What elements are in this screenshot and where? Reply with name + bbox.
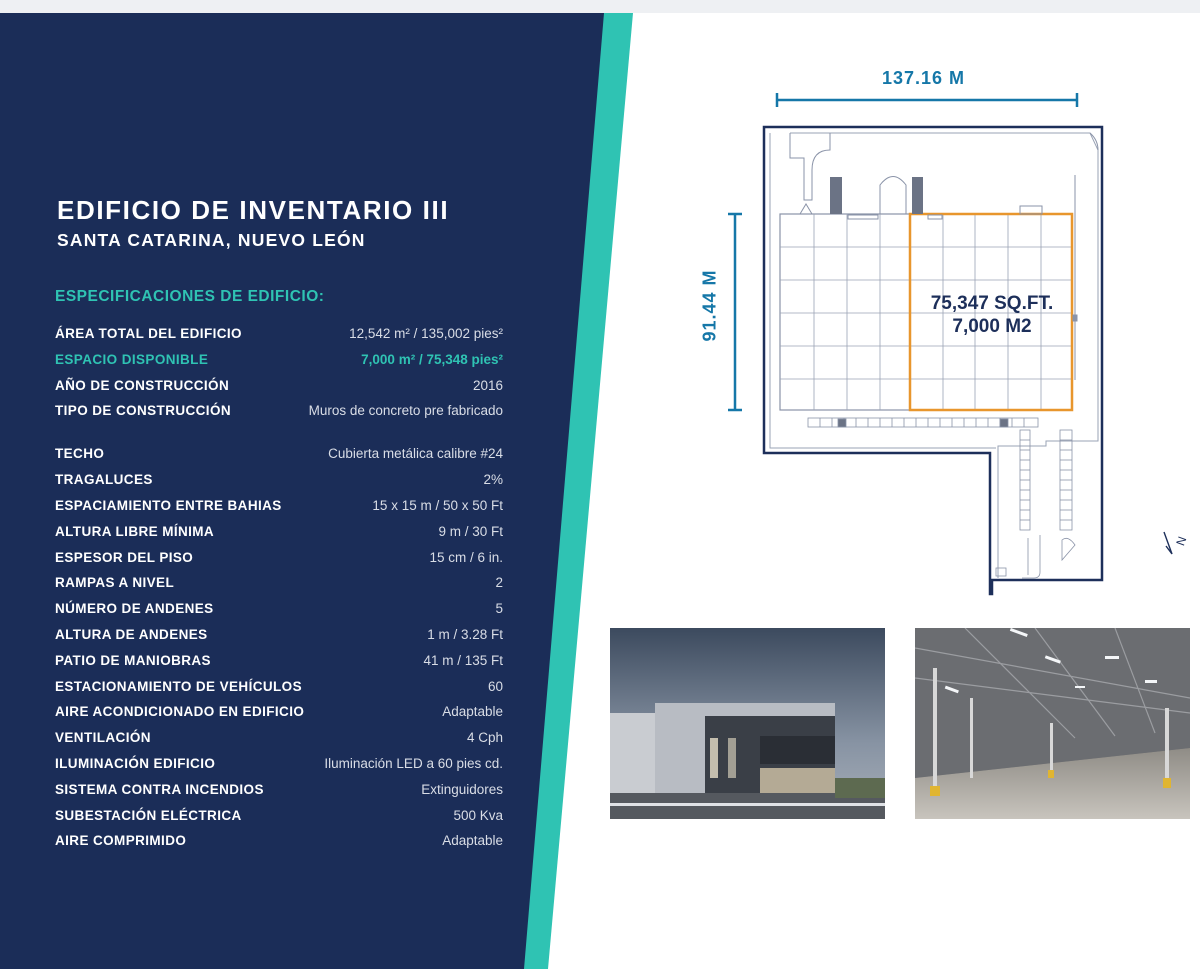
spec-row — [55, 702, 503, 728]
spec-label: ALTURA LIBRE MÍNIMA — [55, 523, 215, 539]
spec-value: 2 — [495, 575, 503, 591]
spec-value: 2016 — [472, 377, 503, 393]
spec-value: Muros de concreto pre fabricado — [308, 403, 503, 419]
page-subtitle: SANTA CATARINA, NUEVO LEÓN — [57, 230, 366, 250]
building-exterior-photo — [610, 628, 885, 819]
spec-value: 2% — [483, 472, 503, 488]
spec-value: 500 Kva — [453, 807, 503, 823]
spec-label: AÑO DE CONSTRUCCIÓN — [55, 377, 230, 393]
spec-row — [55, 522, 503, 548]
specs-heading: ESPECIFICACIONES DE EDIFICIO: — [55, 288, 325, 305]
spec-label: NÚMERO DE ANDENES — [55, 601, 214, 617]
spec-row — [55, 548, 503, 574]
spec-row — [55, 401, 503, 444]
warehouse-interior-photo — [915, 628, 1190, 819]
spec-row — [55, 677, 503, 703]
spec-label: RAMPAS A NIVEL — [55, 575, 175, 591]
spec-row — [55, 324, 503, 350]
spec-label: TRAGALUCES — [55, 472, 153, 488]
spec-row — [55, 599, 503, 625]
spec-row — [55, 496, 503, 522]
spec-row — [55, 573, 503, 599]
spec-value: 15 x 15 m / 50 x 50 Ft — [372, 497, 503, 513]
page-title: EDIFICIO DE INVENTARIO III — [57, 195, 450, 225]
spec-label: PATIO DE MANIOBRAS — [55, 652, 211, 668]
spec-row — [55, 806, 503, 832]
spec-value: 4 Cph — [466, 730, 503, 746]
spec-value: 12,542 m² / 135,002 pies² — [349, 326, 503, 341]
spec-label: ESTACIONAMIENTO DE VEHÍCULOS — [55, 678, 302, 694]
spec-label: ESPESOR DEL PISO — [55, 549, 194, 565]
spec-row — [55, 831, 503, 857]
floor-plan — [690, 85, 1120, 605]
spec-value: Adaptable — [442, 704, 503, 720]
spec-value: 1 m / 3.28 Ft — [427, 626, 503, 642]
spec-row — [55, 625, 503, 651]
spec-label: ILUMINACIÓN EDIFICIO — [55, 755, 216, 771]
spec-label: ÁREA TOTAL DEL EDIFICIO — [55, 326, 242, 341]
spec-value: 15 cm / 6 in. — [429, 549, 503, 565]
spec-value: 41 m / 135 Ft — [423, 652, 503, 668]
spec-label: ESPACIO DISPONIBLE — [55, 351, 209, 367]
spec-value: 60 — [487, 678, 503, 694]
north-arrow-icon — [1160, 528, 1190, 563]
height-dimension-label: 91.44 M — [699, 269, 720, 342]
height-dimension-line — [728, 214, 742, 410]
width-dimension-label: 137.16 M — [882, 68, 966, 88]
spec-label: SISTEMA CONTRA INCENDIOS — [55, 781, 264, 797]
north-letter: N — [1173, 534, 1190, 548]
spec-label: TECHO — [55, 446, 105, 462]
width-dimension-line — [777, 93, 1077, 107]
available-area-label — [912, 292, 1072, 338]
title-block — [57, 195, 449, 251]
spec-row — [55, 780, 503, 806]
spec-label: ESPACIAMIENTO ENTRE BAHIAS — [55, 497, 282, 513]
spec-value: 7,000 m² / 75,348 pies² — [361, 351, 503, 367]
spec-value: Iluminación LED a 60 pies cd. — [324, 755, 503, 771]
spec-value: 5 — [495, 601, 503, 617]
area-m2: 7,000 M2 — [952, 316, 1032, 337]
spec-label: TIPO DE CONSTRUCCIÓN — [55, 403, 232, 419]
spec-value: Adaptable — [442, 833, 503, 849]
spec-row — [55, 754, 503, 780]
spec-value: Extinguidores — [421, 781, 503, 797]
specs-table — [55, 324, 503, 857]
area-sqft: 75,347 SQ.FT. — [930, 293, 1054, 314]
spec-label: VENTILACIÓN — [55, 730, 151, 746]
spec-label: AIRE ACONDICIONADO EN EDIFICIO — [55, 704, 305, 720]
spec-row — [55, 651, 503, 677]
spec-row — [55, 350, 503, 376]
spec-label: ALTURA DE ANDENES — [55, 626, 208, 642]
spec-row — [55, 376, 503, 402]
spec-value: 9 m / 30 Ft — [438, 523, 503, 539]
spec-row — [55, 728, 503, 754]
spec-label: AIRE COMPRIMIDO — [55, 833, 187, 849]
spec-row — [55, 444, 503, 470]
spec-row — [55, 470, 503, 496]
spec-value: Cubierta metálica calibre #24 — [328, 446, 503, 462]
spec-label: SUBESTACIÓN ELÉCTRICA — [55, 807, 242, 823]
